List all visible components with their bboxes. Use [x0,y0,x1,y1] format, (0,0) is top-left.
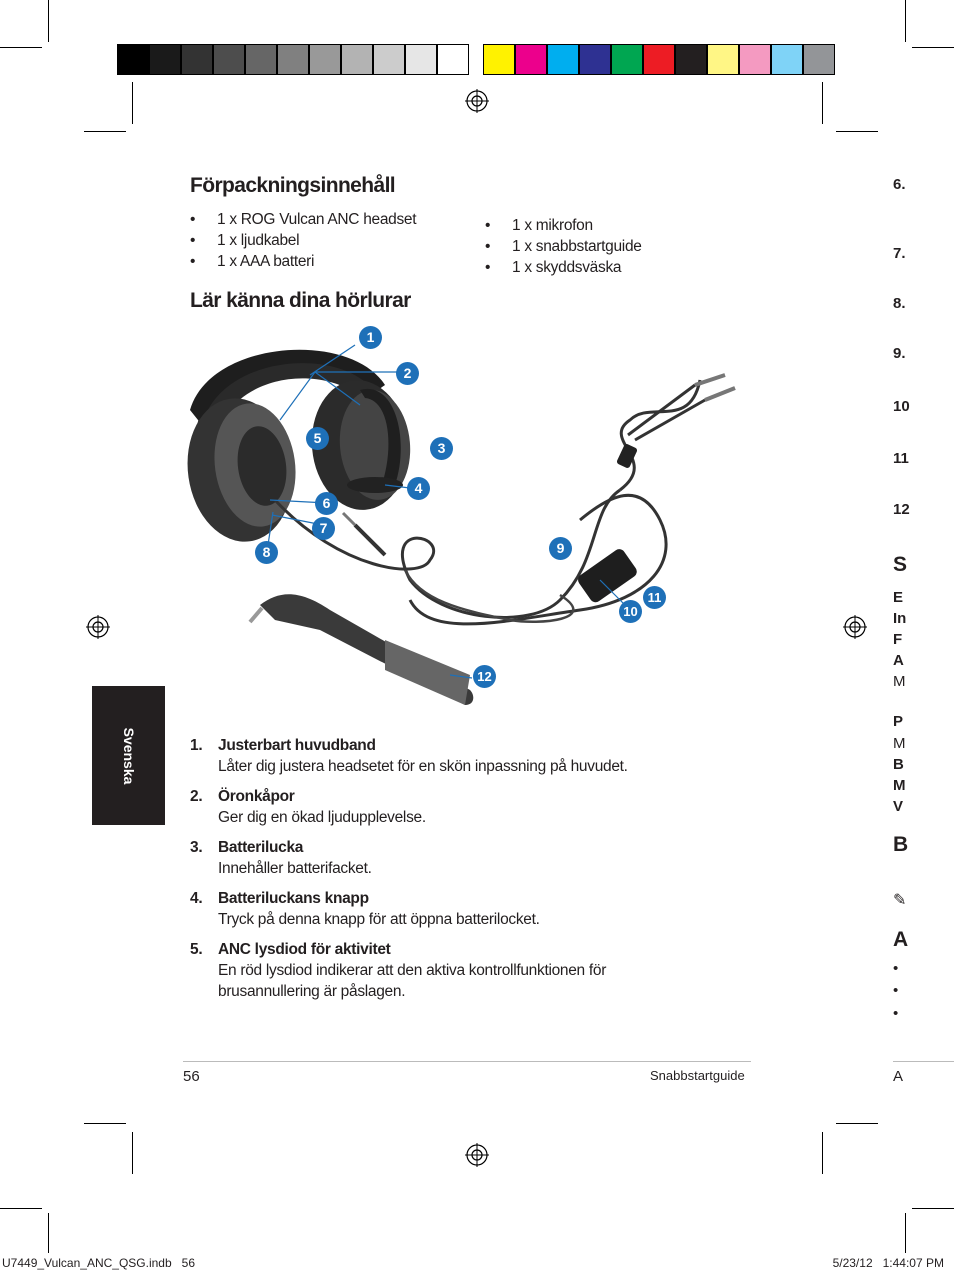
crop-mark [822,1132,823,1174]
registration-mark-icon [86,615,110,639]
crop-mark [0,1208,42,1209]
feature-number: 3. [190,839,203,856]
slug-filename: U7449_Vulcan_ANC_QSG.indb 56 [2,1256,196,1270]
feature-number: 4. [190,890,203,907]
crop-mark [822,82,823,124]
color-swatch [437,44,469,75]
feature-item [190,888,710,930]
crop-mark [84,1123,126,1124]
registration-mark-icon [465,1143,489,1167]
next-page-fragment: B [893,833,909,856]
crop-mark [905,1213,906,1253]
color-swatch [277,44,309,75]
next-page-fragment: M [893,777,906,794]
crop-mark [836,131,878,132]
next-page-fragment: • [893,960,899,977]
callout-8: 8 [255,541,278,564]
feature-item [190,939,710,1002]
next-page-fragment: V [893,798,904,815]
callout-1: 1 [359,326,382,349]
feature-item [190,735,710,777]
crop-mark [912,47,954,48]
color-swatch [245,44,277,75]
next-page-fragment: P [893,713,904,730]
next-page-number: 12 [893,501,910,518]
next-page-number: 9. [893,345,906,362]
color-swatch [707,44,739,75]
next-page-fragment: M [893,673,906,690]
color-swatch [643,44,675,75]
crop-mark [48,0,49,42]
color-swatch [309,44,341,75]
next-page-fragment: E [893,589,904,606]
feature-title: Öronkåpor [218,788,295,805]
list-item: • 1 x ROG Vulcan ANC headset [190,209,416,230]
color-swatch [675,44,707,75]
color-swatch [579,44,611,75]
color-swatch [739,44,771,75]
list-item: • 1 x snabbstartguide [485,236,642,257]
packaging-list-right [485,215,642,278]
crop-mark [905,0,906,42]
crop-mark [84,131,126,132]
next-page-fragment: B [893,756,904,773]
color-swatch [213,44,245,75]
feature-description: Innehåller batterifacket. [218,860,372,877]
color-swatch [483,44,515,75]
crop-mark [912,1208,954,1209]
feature-title: Batteriluckans knapp [218,890,369,907]
next-page-rule [893,1061,954,1062]
next-page-number: 6. [893,176,906,193]
crop-mark [0,47,42,48]
callout-4: 4 [407,477,430,500]
callout-11: 11 [643,586,666,609]
color-swatch [611,44,643,75]
next-page-number: 7. [893,245,906,262]
next-page-fragment: F [893,631,903,648]
feature-number: 1. [190,737,203,754]
color-swatch [515,44,547,75]
language-tab-label: Svenska [120,727,137,784]
feature-number: 2. [190,788,203,805]
crop-mark [132,82,133,124]
footer-rule [183,1061,751,1062]
callout-12: 12 [473,665,496,688]
list-item: • 1 x ljudkabel [190,230,416,251]
crop-mark [48,1213,49,1253]
note-icon: ✎ [893,892,907,909]
packaging-list-left [190,209,416,272]
color-swatch [803,44,835,75]
footer-title: Snabbstartguide [650,1068,745,1083]
color-swatch [373,44,405,75]
next-page-fragment: A [893,928,909,951]
callout-2: 2 [396,362,419,385]
feature-item [190,837,710,879]
next-page-number: 10 [893,398,910,415]
feature-description: Tryck på denna knapp för att öppna batterilocket. [218,911,540,928]
feature-description: En röd lysdiod indikerar att den aktiva kontrollfunktionen för brusannullering är påslagen. [218,962,607,1000]
feature-item [190,786,710,828]
callout-9: 9 [549,537,572,560]
next-page-number: 11 [893,450,909,467]
next-page-fragment: A [893,652,904,669]
feature-title: Justerbart huvudband [218,737,376,754]
crop-mark [132,1132,133,1174]
crop-mark [836,1123,878,1124]
language-tab [92,686,165,825]
headset-illustration [180,320,770,720]
know-heading: Lär känna dina hörlurar [190,289,411,312]
page-number: 56 [183,1068,200,1085]
color-swatch [181,44,213,75]
next-page-fragment: M [893,735,906,752]
next-page-number: 8. [893,295,906,312]
color-swatch [405,44,437,75]
callout-10: 10 [619,600,642,623]
feature-title: Batterilucka [218,839,304,856]
feature-description: Låter dig justera headsetet för en skön inpassning på huvudet. [218,758,628,775]
callout-7: 7 [312,517,335,540]
callout-3: 3 [430,437,453,460]
callout-5: 5 [306,427,329,450]
feature-number: 5. [190,941,203,958]
next-page-fragment: • [893,982,899,999]
packaging-heading: Förpackningsinnehåll [190,174,396,197]
feature-title: ANC lysdiod för aktivitet [218,941,391,958]
color-swatch [149,44,181,75]
feature-description: Ger dig en ökad ljudupplevelse. [218,809,426,826]
color-swatch [341,44,373,75]
list-item: • 1 x skyddsväska [485,257,642,278]
next-page-fragment: S [893,553,908,576]
color-swatch [117,44,149,75]
next-page-fragment: In [893,610,907,627]
color-swatch [547,44,579,75]
callout-6: 6 [315,492,338,515]
next-page-fragment: A [893,1068,904,1085]
list-item: • 1 x mikrofon [485,215,642,236]
color-swatch [771,44,803,75]
next-page-fragment: • [893,1005,899,1022]
list-item: • 1 x AAA batteri [190,251,416,272]
slug-date: 5/23/12 1:44:07 PM [832,1256,944,1270]
registration-mark-icon [843,615,867,639]
registration-mark-icon [465,89,489,113]
feature-list [190,735,710,1011]
